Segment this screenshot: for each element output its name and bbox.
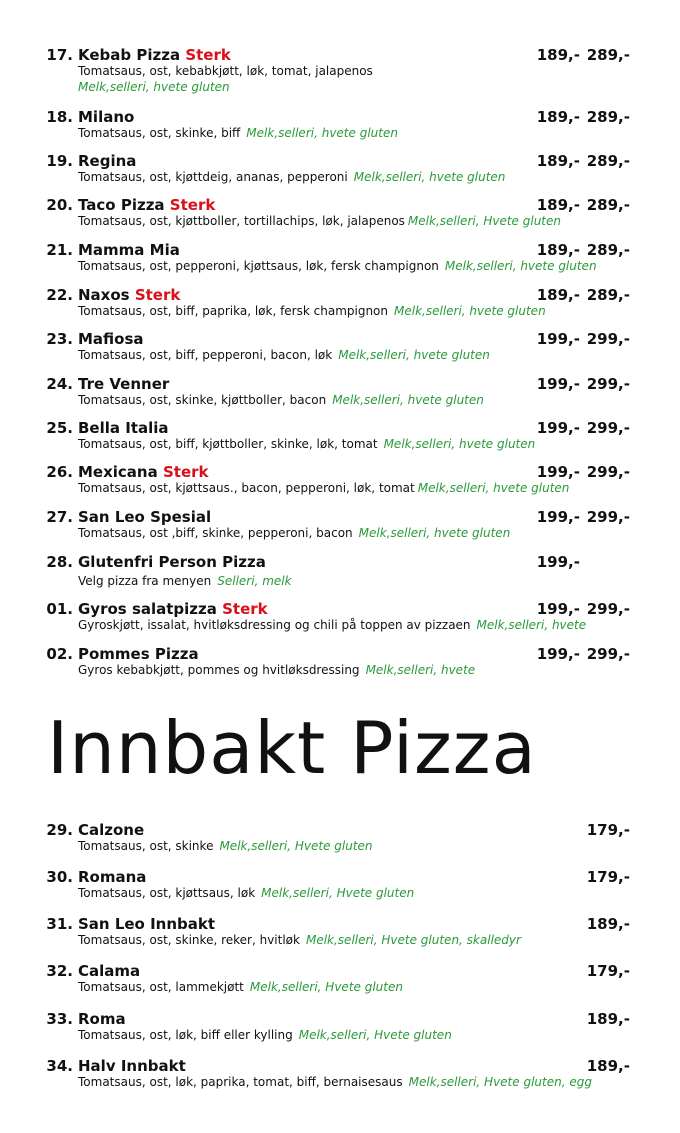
item-name: Romana — [78, 868, 147, 886]
price-large: 289,- — [586, 241, 630, 259]
item-description: Gyros kebabkjøtt, pommes og hvitløksdressing — [78, 663, 360, 677]
price-small: 199,- — [536, 600, 580, 618]
price: 189,- — [586, 1057, 630, 1075]
item-number: 34. — [46, 1057, 73, 1075]
price-large: 289,- — [586, 108, 630, 126]
price-large: 299,- — [586, 645, 630, 663]
item-allergens: Melk,selleri, Hvete gluten — [249, 980, 403, 994]
item-allergens: Melk,selleri, Hvete gluten, egg — [408, 1075, 592, 1089]
item-number: 22. — [46, 286, 73, 304]
item-description: Tomatsaus, ost, kjøttsaus, løk — [78, 886, 256, 900]
item-name: Glutenfri Person Pizza — [78, 553, 266, 571]
item-description: Tomatsaus, ost, biff, pepperoni, bacon, løk — [78, 348, 333, 362]
item-description: Tomatsaus, ost, kjøttboller, tortillachips, løk, jalapenos — [78, 214, 405, 228]
item-number: 33. — [46, 1010, 73, 1028]
item-name: Regina — [78, 152, 137, 170]
item-allergens: Melk,selleri, hvete gluten — [78, 80, 230, 94]
item-number: 01. — [46, 600, 73, 618]
item-name: Calzone — [78, 821, 145, 839]
price-small: 199,- — [536, 508, 580, 526]
price: 179,- — [586, 821, 630, 839]
item-name: Naxos — [78, 286, 130, 304]
price-small: 199,- — [536, 419, 580, 437]
price-large: 289,- — [586, 196, 630, 214]
item-name: Bella Italia — [78, 419, 169, 437]
item-description: Velg pizza fra menyen — [78, 574, 212, 588]
price-small: 199,- — [536, 553, 580, 571]
item-number: 18. — [46, 108, 73, 126]
item-number: 32. — [46, 962, 73, 980]
item-description: Tomatsaus, ost, kjøttdeig, ananas, pepperoni — [78, 170, 348, 184]
item-number: 27. — [46, 508, 73, 526]
item-number: 25. — [46, 419, 73, 437]
price: 189,- — [586, 915, 630, 933]
item-allergens: Melk,selleri, hvete gluten — [246, 126, 398, 140]
price: 189,- — [586, 1010, 630, 1028]
price-large: 289,- — [586, 46, 630, 64]
item-number: 31. — [46, 915, 73, 933]
item-allergens: Melk,selleri, hvete gluten — [383, 437, 536, 451]
item-number: 26. — [46, 463, 73, 481]
item-allergens: Melk,selleri, hvete gluten — [358, 526, 511, 540]
item-number: 19. — [46, 152, 73, 170]
spicy-tag: Sterk — [222, 600, 268, 618]
item-allergens: Melk,selleri, hvete gluten — [353, 170, 506, 184]
item-description: Tomatsaus, ost, pepperoni, kjøttsaus, løk, fersk champignon — [78, 259, 439, 273]
price-small: 189,- — [536, 46, 580, 64]
item-description: Tomatsaus, ost, kebabkjøtt, løk, tomat, jalapenos — [78, 64, 373, 78]
item-name: Taco Pizza — [78, 196, 165, 214]
price-small: 189,- — [536, 241, 580, 259]
item-description: Tomatsaus, ost, skinke, biff — [78, 126, 241, 140]
item-description: Tomatsaus, ost ,biff, skinke, pepperoni, bacon — [78, 526, 353, 540]
item-name: Mamma Mia — [78, 241, 180, 259]
price-large: 299,- — [586, 330, 630, 348]
price-small: 189,- — [536, 152, 580, 170]
item-number: 21. — [46, 241, 73, 259]
item-description: Tomatsaus, ost, biff, kjøttboller, skinke, løk, tomat — [78, 437, 378, 451]
item-name: San Leo Innbakt — [78, 915, 216, 933]
item-number: 17. — [46, 46, 73, 64]
item-description: Gyroskjøtt, issalat, hvitløksdressing og chili på toppen av pizzaen — [78, 618, 471, 632]
price-large: 299,- — [586, 508, 630, 526]
price-small: 189,- — [536, 286, 580, 304]
item-allergens: Melk,selleri, Hvete gluten — [219, 839, 373, 853]
item-allergens: Melk,selleri, hvete gluten — [338, 348, 490, 362]
item-number: 20. — [46, 196, 73, 214]
price-small: 199,- — [536, 463, 580, 481]
item-name: Calama — [78, 962, 141, 980]
item-allergens: Melk,selleri, hvete — [365, 663, 476, 677]
item-number: 23. — [46, 330, 73, 348]
spicy-tag: Sterk — [134, 286, 181, 304]
section-title: Innbakt Pizza — [47, 706, 537, 790]
price-large: 299,- — [586, 600, 630, 618]
item-number: 29. — [46, 821, 73, 839]
price-small: 199,- — [536, 375, 580, 393]
item-allergens: Melk,selleri, Hvete gluten — [298, 1028, 452, 1042]
item-name: Milano — [78, 108, 135, 126]
item-description: Tomatsaus, ost, skinke, reker, hvitløk — [78, 933, 300, 947]
spicy-tag: Sterk — [162, 463, 209, 481]
item-description: Tomatsaus, ost, skinke — [78, 839, 214, 853]
item-number: 28. — [46, 553, 73, 571]
item-allergens: Selleri, melk — [217, 574, 292, 588]
price-large: 299,- — [586, 419, 630, 437]
price-large: 299,- — [586, 375, 630, 393]
price-small: 199,- — [536, 645, 580, 663]
item-allergens: Melk,selleri, hvete gluten — [332, 393, 484, 407]
spicy-tag: Sterk — [169, 196, 216, 214]
item-allergens: Melk,selleri, Hvete gluten — [407, 214, 561, 228]
item-allergens: Melk,selleri, Hvete gluten, skalledyr — [305, 933, 521, 947]
item-allergens: Melk,selleri, hvete gluten — [394, 304, 546, 318]
item-name: Mexicana — [78, 463, 158, 481]
price-large: 289,- — [586, 152, 630, 170]
item-number: 30. — [46, 868, 73, 886]
item-description: Tomatsaus, ost, biff, paprika, løk, fersk champignon — [78, 304, 389, 318]
item-name: Kebab Pizza — [78, 46, 181, 64]
item-name: Roma — [78, 1010, 126, 1028]
price-large: 289,- — [586, 286, 630, 304]
item-description: Tomatsaus, ost, løk, paprika, tomat, biff, bernaisesaus — [78, 1075, 403, 1089]
item-description: Tomatsaus, ost, kjøttsaus., bacon, pepperoni, løk, tomat — [78, 481, 415, 495]
item-name: Tre Venner — [78, 375, 170, 393]
item-description: Tomatsaus, ost, lammekjøtt — [78, 980, 244, 994]
item-number: 24. — [46, 375, 73, 393]
price-small: 189,- — [536, 196, 580, 214]
item-name: Halv Innbakt — [78, 1057, 186, 1075]
item-allergens: Melk,selleri, hvete gluten — [444, 259, 597, 273]
price: 179,- — [586, 962, 630, 980]
price-small: 189,- — [536, 108, 580, 126]
price: 179,- — [586, 868, 630, 886]
item-allergens: Melk,selleri, Hvete gluten — [261, 886, 415, 900]
item-description: Tomatsaus, ost, løk, biff eller kylling — [78, 1028, 293, 1042]
item-name: Gyros salatpizza — [78, 600, 217, 618]
item-name: Pommes Pizza — [78, 645, 199, 663]
item-name: San Leo Spesial — [78, 508, 212, 526]
item-allergens: Melk,selleri, hvete gluten — [417, 481, 570, 495]
price-small: 199,- — [536, 330, 580, 348]
item-name: Mafiosa — [78, 330, 144, 348]
item-description: Tomatsaus, ost, skinke, kjøttboller, bacon — [78, 393, 327, 407]
spicy-tag: Sterk — [185, 46, 231, 64]
price-large: 299,- — [586, 463, 630, 481]
item-allergens: Melk,selleri, hvete — [476, 618, 587, 632]
item-number: 02. — [46, 645, 73, 663]
